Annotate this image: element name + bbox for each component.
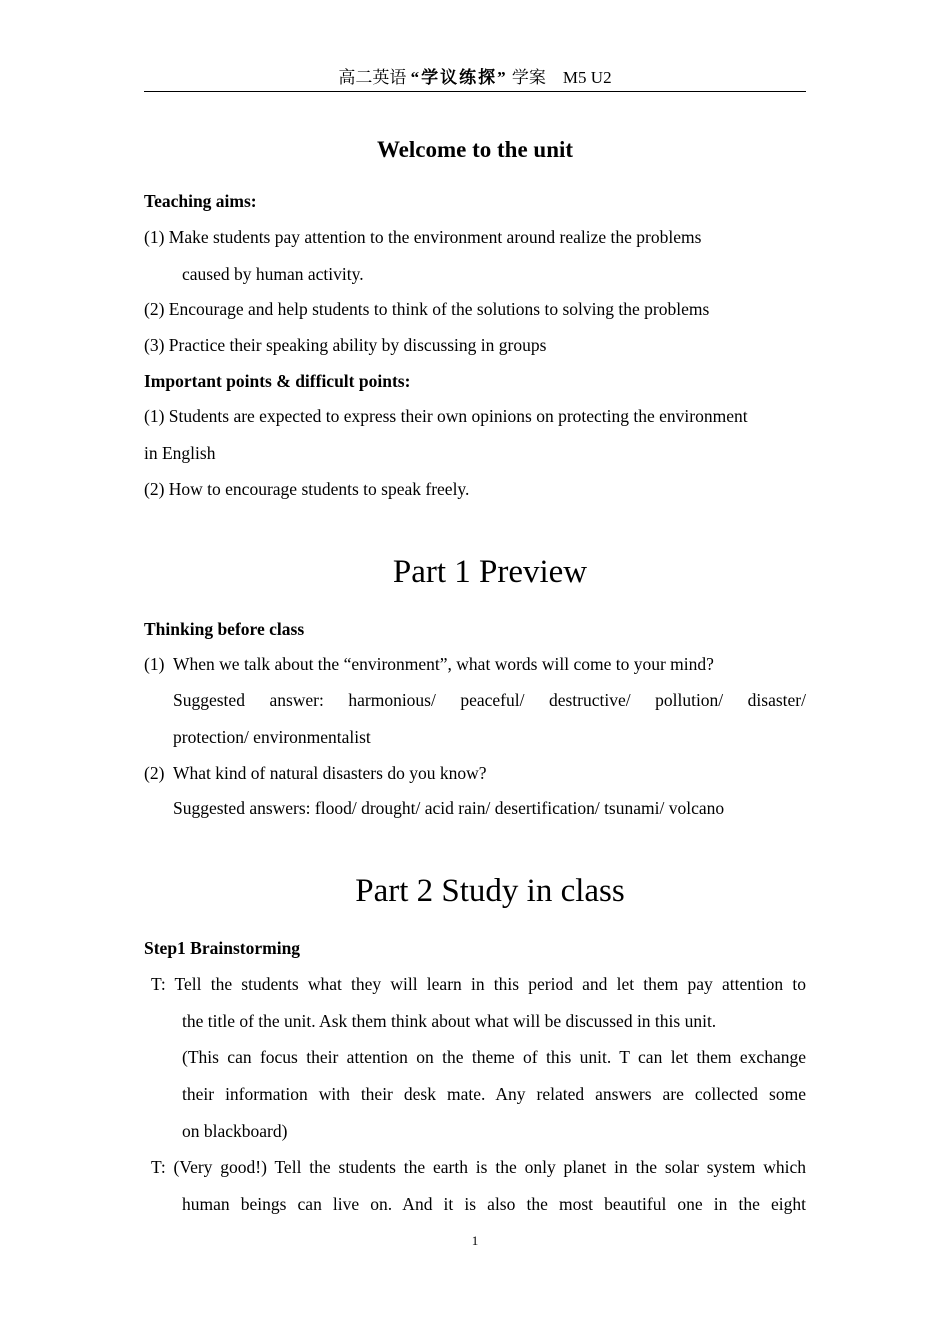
header-quoted: “学议练探” [410, 68, 508, 87]
step1-teacher-1-line-4: their information with their desk mate. Any related answers are collected some [182, 1084, 806, 1104]
important-point-1-line-2: in English [144, 443, 216, 463]
question-1-number: (1) [144, 654, 165, 674]
important-points-heading: Important points & difficult points: [144, 371, 411, 391]
teaching-aim-1-line-2: caused by human activity. [182, 264, 364, 284]
teaching-aims-heading: Teaching aims: [144, 191, 257, 211]
part1-question-2 [144, 761, 486, 785]
step1-teacher-2-line-2: human beings can live on. And it is also the most beautiful one in the eight [182, 1194, 806, 1214]
page-header [144, 66, 806, 92]
part1-subheading: Thinking before class [144, 619, 305, 639]
part1-heading: Part 1 Preview [392, 554, 588, 590]
part2-heading: Part 2 Study in class [355, 873, 625, 909]
step1-teacher-1-line-3: (This can focus their attention on the theme of this unit. T can let them exchange [182, 1047, 806, 1067]
header-suffix: 学案 [511, 68, 546, 87]
header-prefix: 高二英语 [338, 68, 407, 87]
teaching-aim-1-line-1: (1) Make students pay attention to the environment around realize the problems [144, 227, 702, 247]
part1-answer-1-line-2: protection/ environmentalist [173, 727, 371, 747]
question-2-text: What kind of natural disasters do you know? [173, 763, 487, 783]
important-point-2: (2) How to encourage students to speak freely. [144, 479, 470, 499]
page-number: 1 [471, 1233, 479, 1248]
step1-teacher-1-line-5: on blackboard) [182, 1121, 288, 1141]
step1-teacher-1-line-2: the title of the unit. Ask them think about what will be discussed in this unit. [182, 1011, 717, 1031]
step1-heading: Step1 Brainstorming [144, 938, 301, 958]
part1-answer-1-line-1: Suggested answer: harmonious/ peaceful/ destructive/ pollution/ disaster/ [173, 690, 806, 710]
important-point-1-line-1: (1) Students are expected to express their own opinions on protecting the environment [144, 406, 748, 426]
header-unit: M5 U2 [562, 68, 612, 87]
step1-teacher-2-line-1: T: (Very good!) Tell the students the earth is the only planet in the solar system which [151, 1157, 806, 1177]
teaching-aim-2: (2) Encourage and help students to think of the solutions to solving the problems [144, 299, 710, 319]
question-1-text: When we talk about the “environment”, what words will come to your mind? [173, 654, 714, 674]
question-2-number: (2) [144, 763, 165, 783]
teaching-aim-3: (3) Practice their speaking ability by discussing in groups [144, 335, 547, 355]
part1-question-1 [144, 652, 714, 676]
part1-answer-2: Suggested answers: flood/ drought/ acid rain/ desertification/ tsunami/ volcano [173, 798, 725, 818]
document-title: Welcome to the unit [376, 137, 574, 162]
step1-teacher-1-line-1: T: Tell the students what they will learn in this period and let them pay attention to [151, 974, 806, 994]
